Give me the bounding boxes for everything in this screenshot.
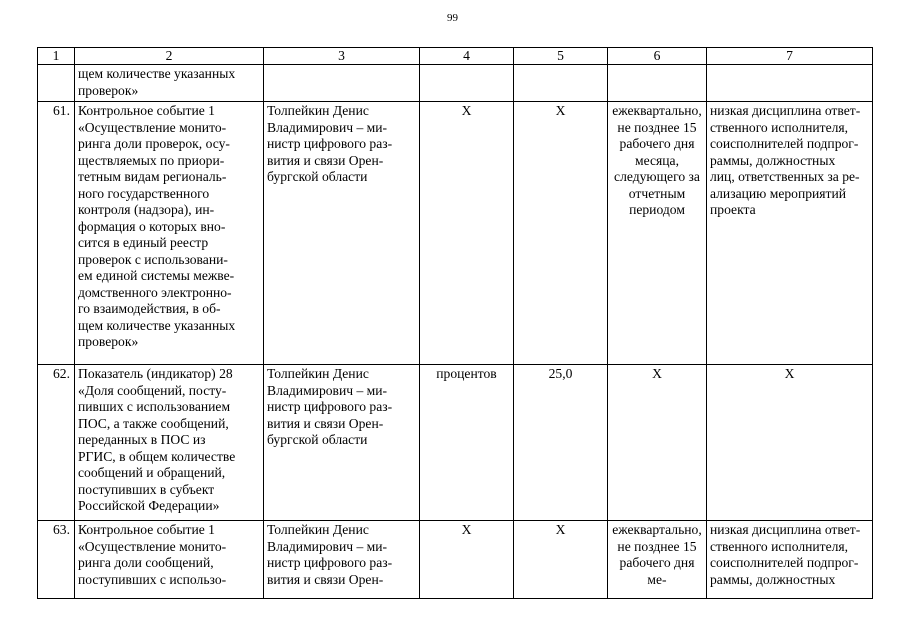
column-number-row [38, 48, 873, 65]
risk-cell [707, 65, 873, 102]
column-header: 2 [75, 48, 264, 65]
event-description: Контрольное событие 1 «Осуществление монито- ринга доли сообщений, поступивших с использо- [75, 521, 264, 599]
plan-table [37, 47, 873, 599]
indicator-description: Показатель (индикатор) 28 «Доля сообщений, посту- пивших с использованием ПОС, а также сообщений, переданных в ПОС из РГИС, в общем количестве сообщений и обращений, поступивших в субъект Российской Федерации» [75, 365, 264, 521]
row-number: 63. [38, 521, 75, 599]
unit-cell: Х [420, 521, 514, 599]
event-description: щем количестве указанных проверок» [75, 65, 264, 102]
column-header: 4 [420, 48, 514, 65]
risk-cell: низкая дисциплина ответ- ственного исполнителя, соисполнителей подпрог- раммы, должностных лиц, ответственных за ре- ализацию мероприятий проекта [707, 102, 873, 365]
responsible-person: Толпейкин Денис Владимирович – ми- нистр цифрового раз- вития и связи Орен- бургской области [264, 102, 420, 365]
deadline-cell: Х [608, 365, 707, 521]
deadline-cell [608, 65, 707, 102]
event-description: Контрольное событие 1 «Осуществление монито- ринга доли проверок, осу- ществляемых по приори- тетным видам региональ- ного государственного контроля (надзора), ин- формация о которых вно- сится в единый реестр проверок с использовани- ем единой системы межве- домственного электронно- го взаимодействия, в об- щем количестве указанных проверок» [75, 102, 264, 365]
page-number: 99 [447, 12, 458, 24]
value-cell [514, 65, 608, 102]
row-number: 62. [38, 365, 75, 521]
column-header: 1 [38, 48, 75, 65]
responsible-person: Толпейкин Денис Владимирович – ми- нистр цифрового раз- вития и связи Орен- [264, 521, 420, 599]
unit-cell: процентов [420, 365, 514, 521]
column-header: 5 [514, 48, 608, 65]
table-row [38, 102, 873, 365]
risk-cell: Х [707, 365, 873, 521]
unit-cell: Х [420, 102, 514, 365]
value-cell: Х [514, 521, 608, 599]
deadline-cell: ежеквартально, не позднее 15 рабочего дня месяца, следующего за отчетным периодом [608, 102, 707, 365]
table-row [38, 65, 873, 102]
value-cell: 25,0 [514, 365, 608, 521]
unit-cell [420, 65, 514, 102]
responsible-person: Толпейкин Денис Владимирович – ми- нистр цифрового раз- вития и связи Орен- бургской области [264, 365, 420, 521]
column-header: 7 [707, 48, 873, 65]
risk-cell: низкая дисциплина ответ- ственного исполнителя, соисполнителей подпрог- раммы, должностных [707, 521, 873, 599]
deadline-cell: ежеквартально, не позднее 15 рабочего дня ме- [608, 521, 707, 599]
row-number: 61. [38, 102, 75, 365]
value-cell: Х [514, 102, 608, 365]
table-row [38, 365, 873, 521]
responsible-person [264, 65, 420, 102]
table-row [38, 521, 873, 599]
column-header: 3 [264, 48, 420, 65]
row-number [38, 65, 75, 102]
column-header: 6 [608, 48, 707, 65]
